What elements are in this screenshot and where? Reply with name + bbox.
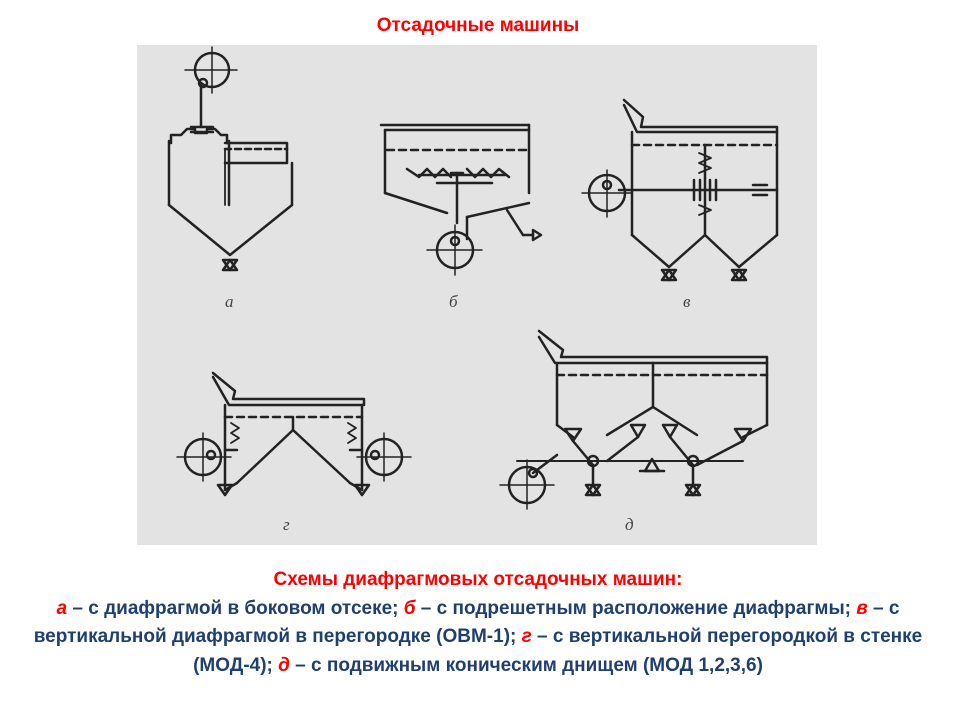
scheme-g — [177, 373, 411, 495]
caption-text-v: – с вертикальной диафрагмой в перегородке (ОВМ-1); — [33, 597, 900, 647]
scheme-b — [381, 125, 541, 275]
scheme-label-b: б — [449, 292, 458, 311]
slide-title: Отсадочные машины — [376, 15, 580, 36]
caption-heading: Схемы диафрагмовых отсадочных машин: — [273, 569, 683, 590]
scheme-label-v: в — [683, 292, 691, 311]
jig-machines-schemes — [137, 45, 817, 545]
diagram-figure — [137, 45, 817, 545]
caption — [20, 566, 936, 680]
scheme-a — [169, 47, 292, 270]
caption-letter-a: а — [56, 597, 68, 619]
caption-text-g: – с вертикальной перегородкой в стенке (МОД-4); — [193, 626, 923, 676]
scheme-label-g: г — [283, 515, 290, 534]
scheme-label-d: д — [625, 515, 634, 534]
caption-letter-d: д — [278, 654, 290, 676]
caption-text-b: – с подрешетным расположение диафрагмы; — [415, 597, 857, 619]
scheme-v — [582, 100, 777, 280]
caption-text-a: – с диафрагмой в боковом отсеке; — [67, 597, 404, 619]
caption-text-d: – с подвижным коническим днищем (МОД 1,2,3,6) — [289, 654, 763, 676]
caption-letter-g: г — [521, 626, 532, 647]
caption-letter-v: в — [856, 597, 868, 619]
caption-letter-b: б — [403, 597, 416, 619]
scheme-d — [500, 331, 767, 509]
scheme-label-a: а — [225, 292, 234, 311]
